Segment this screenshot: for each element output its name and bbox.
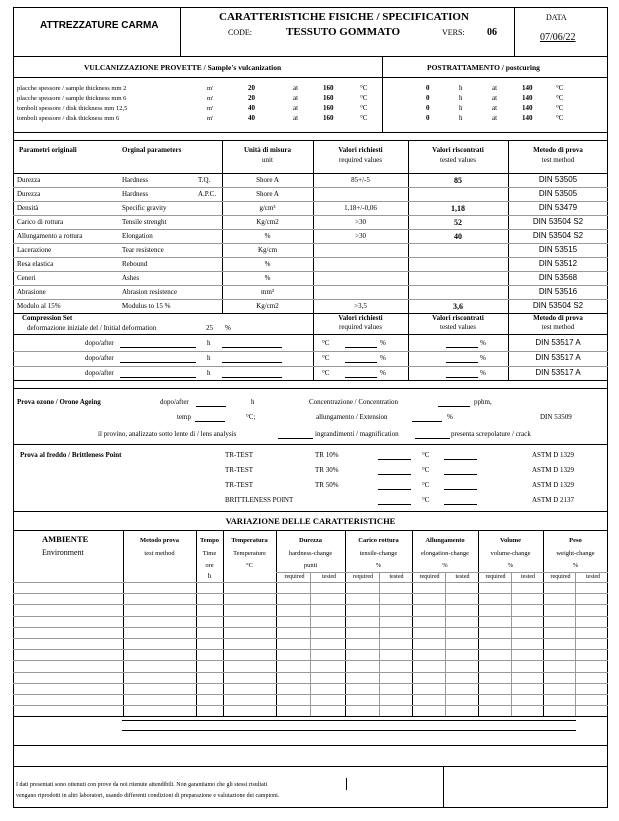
param-tested: 52 — [454, 218, 462, 227]
post-h: h — [459, 104, 463, 112]
variation-header-top-rule — [13, 530, 608, 531]
param-unit: % — [264, 260, 271, 268]
ozone-pct: % — [447, 413, 453, 421]
vulc-minutes: 40 — [248, 104, 255, 112]
post-deg: °C — [556, 114, 564, 122]
post-at: at — [492, 94, 498, 102]
date-value: 07/06/22 — [540, 32, 576, 43]
footer-disclaimer-line1: I dati presentati sono ottenuti con prove da noi ritenute attendibili. Non garantiamo che gli stessi risultati — [16, 782, 268, 788]
variation-required-label: required — [353, 574, 373, 580]
compression-req-pct: % — [380, 354, 386, 362]
vulc-minutes: 40 — [248, 114, 255, 122]
param-unit: % — [264, 274, 271, 282]
vulc-at: at — [293, 94, 299, 102]
variation-temperature: Temperatura — [231, 537, 268, 544]
ozone-crack: presenta screpolature / crack — [451, 430, 531, 438]
post-deg: °C — [556, 94, 564, 102]
params-header-tested-en: tested values — [440, 156, 476, 164]
variation-environment: AMBIENTE — [42, 534, 89, 544]
ozone-temp: temp — [177, 413, 191, 421]
variation-time: Tempo — [200, 537, 219, 544]
ozone-magnification: ingrandimenti / magnification — [315, 430, 399, 438]
vulc-row-label: placche spessore / sample thickness mm 6 — [17, 95, 127, 102]
header-divider — [514, 7, 515, 56]
variation-row-rule — [13, 616, 608, 617]
param-name-en: Rebound — [122, 260, 148, 268]
ozone-pphm: pphm, — [474, 398, 492, 406]
post-temp: 140 — [522, 104, 533, 112]
params-row-rule — [13, 243, 608, 244]
param-name-en: Tensile strenght — [122, 218, 167, 226]
variation-tested-label: tested — [389, 574, 404, 580]
cold-test-name: TR-TEST — [225, 466, 253, 474]
variation-tested-label: tested — [521, 574, 535, 580]
compression-blank — [222, 347, 282, 348]
compression-blank — [345, 362, 377, 363]
postcuring-title: POSTRATTAMENTO / postcuring — [427, 63, 540, 72]
variation-property-title: Carico rottura — [358, 537, 399, 544]
company-name: ATTREZZATURE CARMA — [40, 20, 159, 31]
compression-blank — [120, 377, 196, 378]
param-name-en: Modulus to 15 % — [122, 302, 171, 310]
vulc-at: at — [293, 84, 299, 92]
vulc-title-rule — [13, 77, 608, 78]
variation-property-title: Volume — [499, 537, 522, 544]
variation-row-rule — [13, 672, 608, 673]
param-sub: A.P.C. — [198, 190, 217, 198]
footer-top-rule — [13, 766, 608, 767]
compression-h: h — [207, 354, 211, 362]
vulc-divider — [382, 56, 383, 132]
notes-line — [13, 745, 608, 746]
param-name-it: Resa elastica — [17, 260, 54, 268]
compression-blank — [446, 377, 478, 378]
variation-temperature-en: Temperature — [233, 550, 266, 557]
compression-method-en: test method — [541, 323, 575, 331]
vulc-row-label: placche spessore / sample thickness mm 2 — [17, 85, 127, 92]
compression-test-pct: % — [480, 354, 486, 362]
param-name-en: Tear resistence — [122, 246, 164, 254]
compression-blank — [222, 377, 282, 378]
vulc-temp: 160 — [323, 104, 334, 112]
ozone-bottom-rule — [13, 444, 608, 445]
variation-property-unit: % — [507, 562, 514, 569]
compression-req-pct: % — [380, 339, 386, 347]
cold-test-name: TR-TEST — [225, 451, 253, 459]
params-header-unit: Unità di misura — [243, 146, 292, 154]
cold-blank — [444, 474, 477, 475]
variation-row-rule — [13, 604, 608, 605]
variation-property-title: Durezza — [299, 537, 322, 544]
param-name-en: Elongation — [122, 232, 153, 240]
ozone-top-rule — [13, 388, 608, 389]
params-top-rule — [13, 140, 608, 141]
param-name-it: Durezza — [17, 176, 41, 184]
param-method: DIN 53479 — [538, 203, 578, 212]
post-temp: 140 — [522, 94, 533, 102]
post-hours: 0 — [426, 114, 430, 122]
cold-test-name: TR-TEST — [225, 481, 253, 489]
document-title: CARATTERISTICHE FISICHE / SPECIFICATION — [219, 11, 469, 23]
ozone-deg: °C; — [246, 413, 256, 421]
params-header-method-en: test method — [541, 156, 575, 164]
vulc-unit: m' — [207, 95, 214, 102]
compression-tested: Valori riscontrati — [432, 314, 484, 322]
param-name-it: Abrasione — [17, 288, 46, 296]
vulc-minutes: 20 — [248, 94, 255, 102]
cold-deg: °C — [422, 481, 430, 489]
cold-blank — [444, 489, 477, 490]
vulc-row-label: tomboli spessore / disk thickness mm 12,5 — [17, 105, 128, 112]
param-method: DIN 53504 S2 — [532, 301, 584, 310]
params-header-rule — [13, 173, 608, 174]
param-tested: 40 — [454, 232, 462, 241]
param-unit: Kg/cm — [257, 246, 278, 254]
param-tested: 85 — [454, 176, 462, 185]
param-name-en: Abrasion resistence — [122, 288, 178, 296]
variation-property-unit: punti — [303, 562, 318, 569]
variation-row-rule — [13, 593, 608, 594]
variation-tested-label: tested — [322, 574, 336, 580]
cold-blank — [378, 459, 411, 460]
post-h: h — [459, 114, 463, 122]
param-tested: 1,18 — [451, 204, 465, 213]
params-row-rule — [13, 271, 608, 272]
ozone-concentration: Concentrazione / Concentration — [309, 398, 399, 406]
compression-deg: °C — [322, 339, 330, 347]
compression-test-pct: % — [480, 369, 486, 377]
compression-blank — [345, 347, 377, 348]
compression-blank — [120, 362, 196, 363]
variation-row-rule — [13, 582, 608, 583]
cold-blank — [378, 504, 411, 505]
vers-value: 06 — [487, 27, 497, 38]
variation-property-unit: % — [442, 562, 448, 569]
header-bottom-rule — [13, 56, 608, 57]
compression-header-rule — [13, 334, 608, 335]
date-label: DATA — [546, 13, 567, 22]
compression-h: h — [207, 339, 211, 347]
variation-property-en: volume-change — [490, 550, 531, 557]
params-row-rule — [13, 229, 608, 230]
compression-after: dopo/after — [85, 339, 114, 347]
cold-method: ASTM D 1329 — [532, 466, 575, 474]
cold-method: ASTM D 1329 — [532, 481, 575, 489]
compression-test-pct: % — [480, 339, 486, 347]
compression-row-rule — [13, 366, 608, 367]
variation-time-en: Time — [202, 550, 217, 557]
variation-time-h: h — [207, 572, 212, 580]
params-header-unit-en: unit — [262, 156, 273, 164]
vulc-at: at — [293, 114, 299, 122]
variation-tested-label: tested — [455, 574, 470, 580]
compression-method-value: DIN 53517 A — [535, 338, 581, 347]
variation-title: VARIAZIONE DELLE CARATTERISTICHE — [225, 516, 396, 526]
variation-property-unit: % — [572, 562, 579, 569]
compression-method: Metodo di prova — [533, 314, 583, 322]
cold-tr: TR 10% — [315, 451, 339, 459]
cold-blank — [378, 474, 411, 475]
variation-property-en: tensile-change — [359, 550, 398, 557]
variation-required-label: required — [419, 574, 440, 580]
post-at: at — [492, 114, 498, 122]
param-method: DIN 53504 S2 — [532, 217, 584, 226]
variation-time-ore: ore — [205, 562, 214, 569]
variation-row-rule — [13, 683, 608, 684]
vulc-deg: °C — [360, 94, 368, 102]
vulc-temp: 160 — [323, 94, 334, 102]
variation-property-en: hardness-change — [288, 550, 333, 557]
variation-environment-en: Environment — [42, 548, 84, 557]
variation-method-en: test method — [144, 550, 175, 557]
vulc-at: at — [293, 104, 299, 112]
footer-cursor-mark — [346, 778, 347, 790]
cold-deg: °C — [422, 451, 430, 459]
cold-deg: °C — [422, 466, 430, 474]
param-name-en: Hardness — [122, 190, 149, 198]
compression-method-value: DIN 53517 A — [535, 353, 581, 362]
compression-after: dopo/after — [85, 369, 114, 377]
initial-deformation-pct: % — [225, 324, 231, 332]
ozone-extension: allungamento / Extension — [316, 413, 388, 421]
vulc-title: VULCANIZZAZIONE PROVETTE / Sample's vulcanization — [84, 63, 282, 72]
variation-required-label: required — [284, 574, 305, 580]
param-name-it: Durezza — [17, 190, 41, 198]
compression-blank — [446, 362, 478, 363]
param-method: DIN 53516 — [538, 287, 578, 296]
compression-deg: °C — [322, 354, 330, 362]
params-header-method: Metodo di prova — [533, 146, 583, 154]
variation-row-rule — [13, 649, 608, 650]
ozone-title: Prova ozono / Orone Ageing — [17, 398, 101, 406]
vulc-temp: 160 — [323, 84, 334, 92]
variation-property-en: elongation-change — [420, 550, 469, 557]
notes-line — [122, 730, 576, 731]
param-unit: Shore A — [256, 176, 279, 184]
compression-required-en: required values — [339, 323, 382, 331]
compression-req-pct: % — [380, 369, 386, 377]
notes-line — [122, 720, 576, 721]
post-hours: 0 — [426, 104, 430, 112]
footer-disclaimer-line2: vengano riprodotti in altri laboratori, usando differenti condizioni di preparazione e valutazione dei campioni. — [16, 793, 280, 799]
param-tested: 3,6 — [453, 302, 463, 311]
param-method: DIN 53512 — [538, 259, 578, 268]
param-required: >30 — [355, 218, 366, 226]
variation-required-label: required — [485, 574, 506, 580]
param-sub: T.Q. — [198, 176, 211, 184]
ozone-after: dopo/after — [160, 398, 189, 406]
compression-required: Valori richiesti — [338, 314, 383, 322]
param-name-it: Ceneri — [17, 274, 36, 282]
param-method: DIN 53504 S2 — [532, 231, 584, 240]
compression-blank — [345, 377, 377, 378]
params-row-rule — [13, 215, 608, 216]
param-unit: Kg/cm2 — [256, 218, 279, 226]
vulc-minutes: 20 — [248, 84, 255, 92]
variation-property-en: weight-change — [556, 550, 595, 557]
compression-row-rule — [13, 351, 608, 352]
variation-bottom-rule — [13, 716, 608, 717]
cold-test-name: BRITTLENESS POINT — [225, 496, 294, 504]
cold-tr: TR 50% — [315, 481, 339, 489]
post-h: h — [459, 94, 463, 102]
param-name-en: Hardness — [122, 176, 149, 184]
ozone-method: DIN 53509 — [540, 413, 572, 421]
cold-method: ASTM D 1329 — [532, 451, 575, 459]
compression-blank — [446, 347, 478, 348]
params-header-required-en: required values — [339, 156, 382, 164]
param-unit: g/cm³ — [259, 204, 276, 212]
variation-temperature-unit: °C — [246, 562, 253, 569]
param-name-it: Lacerazione — [17, 246, 52, 254]
param-method: DIN 53505 — [538, 175, 578, 184]
param-unit: Kg/cm2 — [256, 302, 279, 310]
cold-blank — [378, 489, 411, 490]
compression-blank — [120, 347, 196, 348]
post-at: at — [492, 84, 498, 92]
param-required: >30 — [355, 232, 366, 240]
post-temp: 140 — [522, 114, 533, 122]
ozone-lens-analysis: il provino, analizzato sotto lente di / lens analysis — [98, 430, 237, 438]
variation-row-rule — [13, 627, 608, 628]
params-row-rule — [13, 187, 608, 188]
param-method: DIN 53515 — [538, 245, 578, 254]
post-h: h — [459, 84, 463, 92]
params-row-rule — [13, 201, 608, 202]
param-unit: mm³ — [261, 288, 274, 296]
compression-h: h — [207, 369, 211, 377]
param-unit: % — [264, 232, 271, 240]
compression-method-value: DIN 53517 A — [535, 368, 581, 377]
param-required: 1,18+/-0,06 — [344, 204, 377, 212]
cold-tr: TR 30% — [315, 466, 339, 474]
variation-property-title: Allungamento — [425, 537, 465, 544]
params-header-orig-en: Orginal parameters — [122, 146, 182, 154]
vulc-bottom-rule — [13, 132, 608, 133]
vulc-deg: °C — [360, 104, 368, 112]
post-deg: °C — [556, 84, 564, 92]
initial-deformation-value: 25 — [206, 324, 213, 332]
param-required: >3,5 — [354, 302, 367, 310]
variation-required-label: required — [550, 574, 571, 580]
compression-deg: °C — [322, 369, 330, 377]
variation-row-rule — [13, 660, 608, 661]
cold-blank — [444, 504, 477, 505]
post-deg: °C — [556, 104, 564, 112]
param-name-it: Allungamento a rottura — [17, 232, 83, 240]
post-hours: 0 — [426, 84, 430, 92]
variation-row-rule — [13, 705, 608, 706]
vulc-unit: m' — [207, 85, 214, 92]
compression-title: Compression Set — [22, 314, 73, 322]
compression-blank — [222, 362, 282, 363]
vers-label: VERS: — [442, 28, 465, 37]
vulc-deg: °C — [360, 114, 368, 122]
param-name-it: Modulo al 15% — [17, 302, 61, 310]
ozone-h: h — [251, 398, 255, 406]
cold-title: Prova al freddo / Brittleness Point — [20, 451, 122, 459]
post-at: at — [492, 104, 498, 112]
param-unit: Shore A — [256, 190, 279, 198]
variation-row-rule — [13, 638, 608, 639]
param-name-it: Densità — [17, 204, 39, 212]
code-value: TESSUTO GOMMATO — [286, 26, 400, 38]
compression-bottom-rule — [13, 380, 608, 381]
code-label: CODE: — [228, 28, 252, 37]
param-required: 85+/-5 — [351, 176, 370, 184]
variation-method: Metodo prova — [139, 537, 180, 544]
cold-deg: °C — [422, 496, 430, 504]
post-hours: 0 — [426, 94, 430, 102]
params-header-tested: Valori riscontrati — [432, 146, 484, 154]
cold-blank — [444, 459, 477, 460]
param-method: DIN 53568 — [538, 273, 578, 282]
variation-property-title: Peso — [569, 537, 582, 544]
param-name-en: Specific gravity — [122, 204, 167, 212]
params-header-orig: Parametri originali — [19, 146, 77, 154]
vulc-unit: m' — [207, 115, 214, 122]
cold-bottom-rule — [13, 511, 608, 512]
variation-row-rule — [13, 694, 608, 695]
param-name-en: Ashes — [122, 274, 140, 282]
header-divider — [180, 7, 181, 56]
variation-property-unit: % — [375, 562, 382, 569]
params-header-required: Valori richiesti — [338, 146, 383, 154]
param-name-it: Carico di rottura — [17, 218, 64, 226]
post-temp: 140 — [522, 84, 533, 92]
vulc-deg: °C — [360, 84, 368, 92]
initial-deformation-label: deformazione iniziale del / Initial deformation — [27, 324, 157, 332]
vulc-temp: 160 — [323, 114, 334, 122]
params-row-rule — [13, 285, 608, 286]
variation-tested-label: tested — [586, 574, 600, 580]
compression-tested-en: tested values — [440, 323, 476, 331]
param-method: DIN 53505 — [538, 189, 578, 198]
compression-after: dopo/after — [85, 354, 114, 362]
vulc-unit: m' — [207, 105, 214, 112]
params-row-rule — [13, 257, 608, 258]
cold-method: ASTM D 2137 — [532, 496, 575, 504]
footer-divider — [443, 766, 444, 808]
vulc-row-label: tomboli spessore / disk thickness mm 6 — [17, 115, 120, 122]
params-row-rule — [13, 299, 608, 300]
